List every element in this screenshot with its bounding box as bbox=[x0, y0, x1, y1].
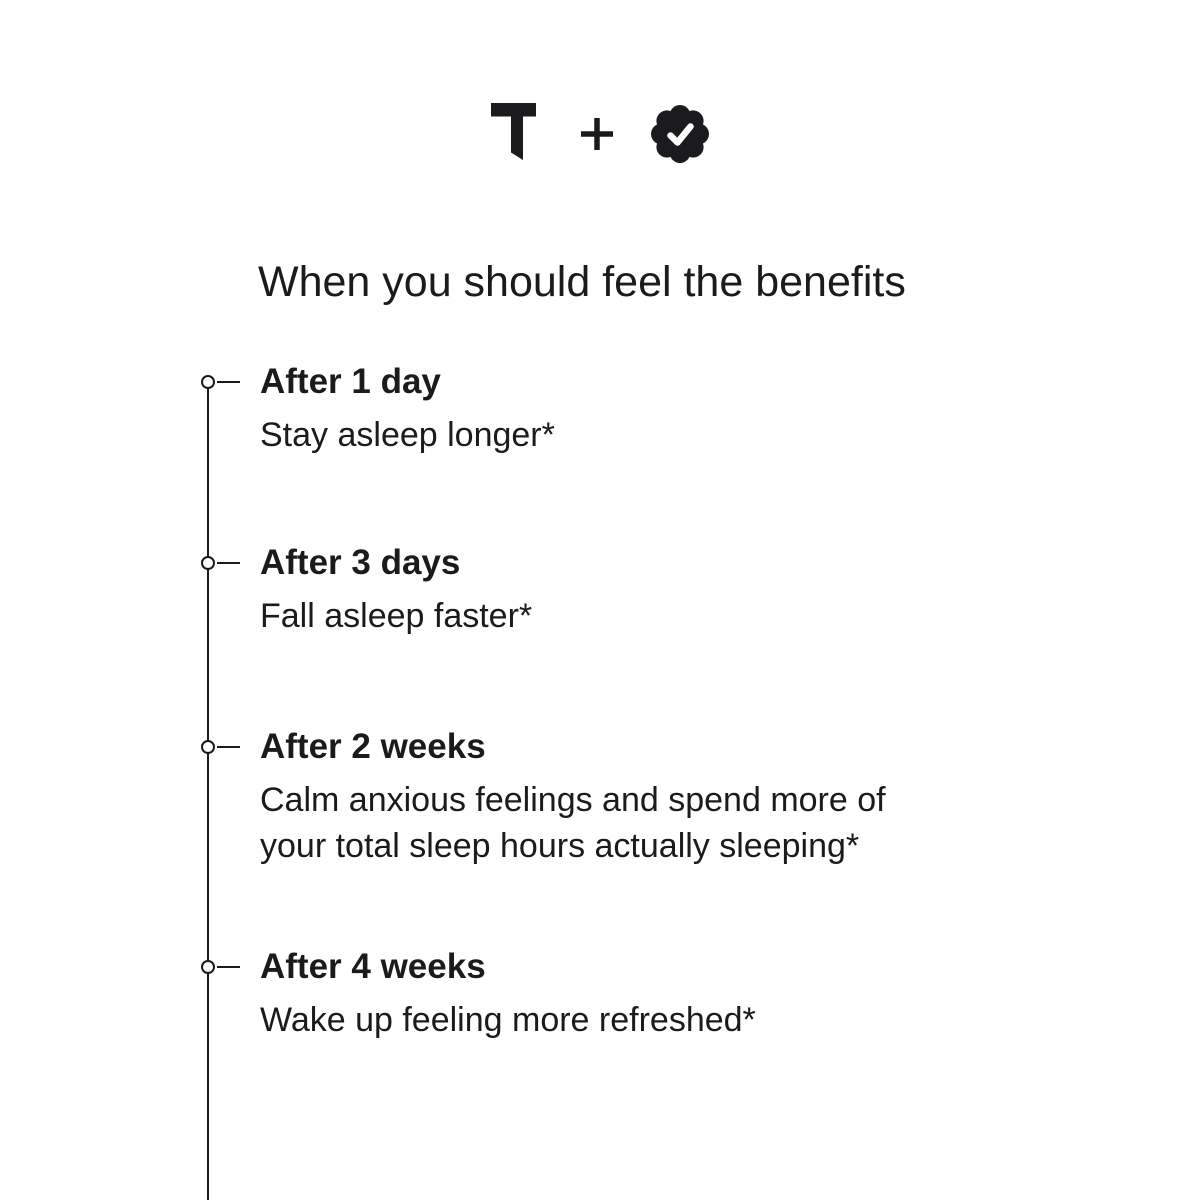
timeline-item-heading: After 2 weeks bbox=[260, 727, 486, 766]
timeline-node-circle-icon bbox=[201, 375, 215, 389]
timeline-item-after-1-day bbox=[0, 360, 1200, 458]
timeline-item-body: Calm anxious feelings and spend more of your total sleep hours actually sleeping* bbox=[260, 781, 886, 865]
plus-icon bbox=[580, 116, 614, 152]
timeline-item-heading: After 1 day bbox=[260, 362, 441, 401]
timeline-node-dash bbox=[217, 562, 240, 564]
timeline-item-after-2-weeks bbox=[0, 725, 1200, 869]
timeline-item-body: Stay asleep longer* bbox=[260, 416, 555, 454]
timeline-item-body: Fall asleep faster* bbox=[260, 597, 533, 635]
timeline-item-after-4-weeks bbox=[0, 945, 1200, 1043]
verified-badge-icon bbox=[651, 105, 709, 163]
brand-t-logo-icon bbox=[491, 103, 536, 160]
timeline-item-body: Wake up feeling more refreshed* bbox=[260, 1001, 756, 1039]
timeline-item-heading: After 3 days bbox=[260, 543, 461, 582]
timeline-node-dash bbox=[217, 966, 240, 968]
timeline-node-dash bbox=[217, 381, 240, 383]
timeline-item-after-3-days bbox=[0, 541, 1200, 639]
timeline-node-circle-icon bbox=[201, 960, 215, 974]
timeline-node-dash bbox=[217, 746, 240, 748]
timeline-node-circle-icon bbox=[201, 556, 215, 570]
page-title: When you should feel the benefits bbox=[258, 257, 906, 306]
brand-lockup bbox=[491, 103, 711, 163]
timeline-item-heading: After 4 weeks bbox=[260, 947, 486, 986]
timeline-node-circle-icon bbox=[201, 740, 215, 754]
